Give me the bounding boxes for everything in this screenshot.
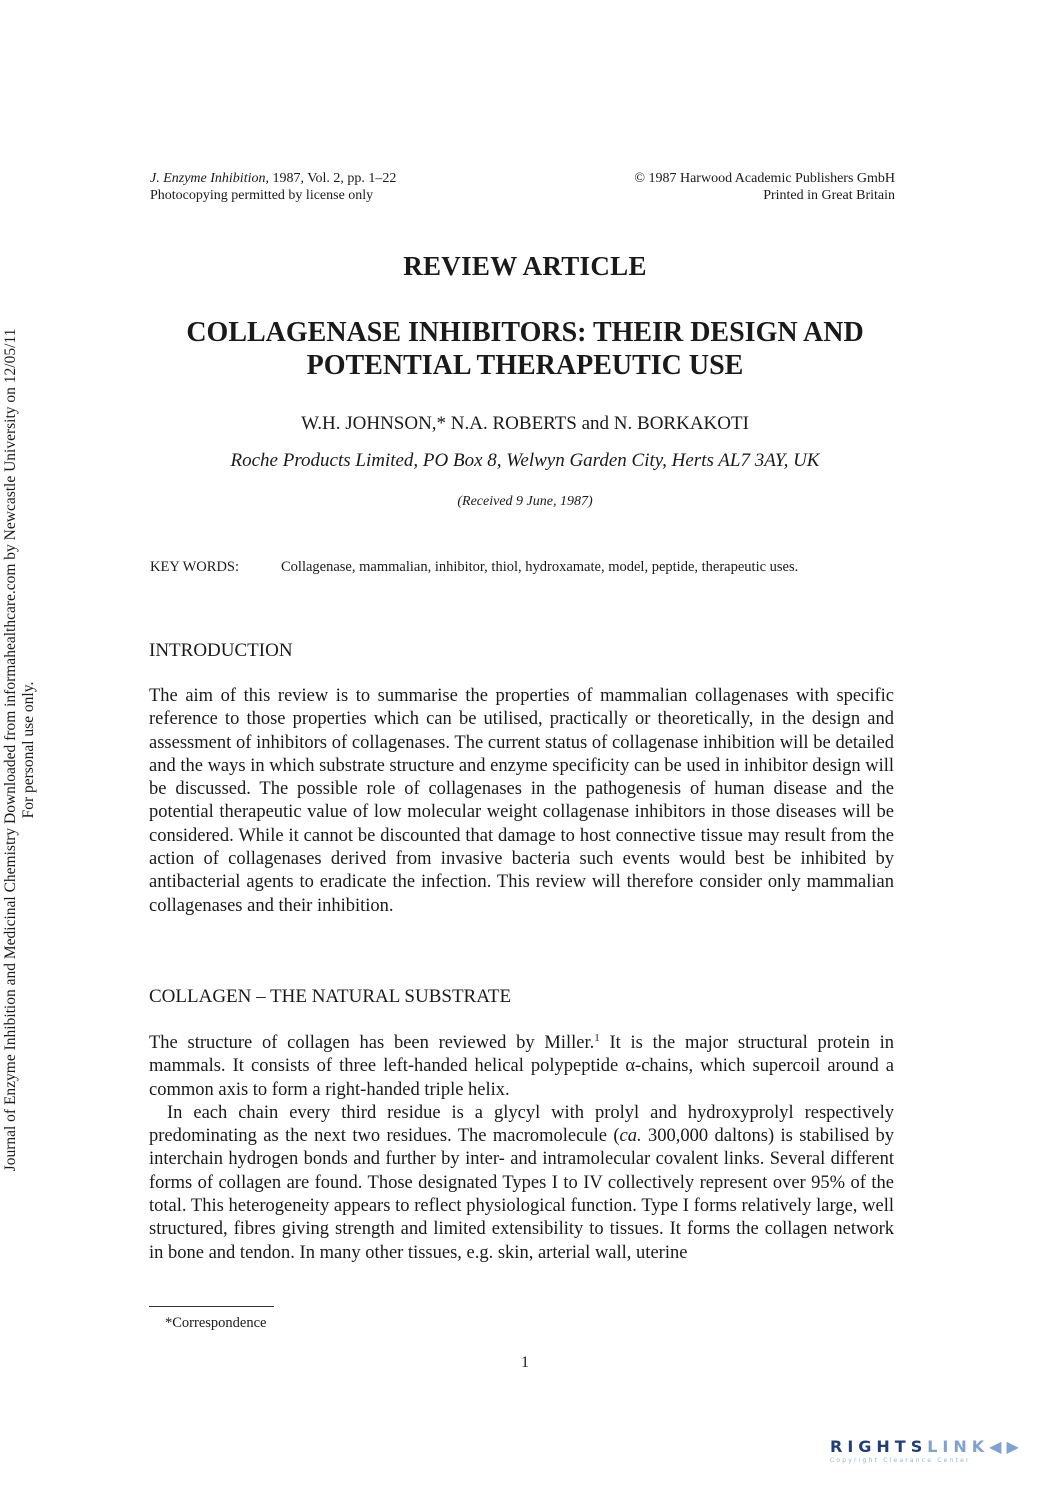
logo-mark-icon: ◀▶ <box>989 1437 1024 1456</box>
logo-tagline: Copyright Clearance Center <box>830 1457 971 1464</box>
article-title <box>120 316 930 382</box>
keywords-label: KEY WORDS: <box>150 559 240 575</box>
footnote: *Correspondence <box>165 1315 267 1331</box>
reference-marker: 1 <box>594 1031 600 1044</box>
license-note: Photocopying permitted by license only <box>150 188 374 203</box>
received-date: (Received 9 June, 1987) <box>457 494 593 509</box>
introduction-heading: INTRODUCTION <box>149 640 293 661</box>
title-line-1: COLLAGENASE INHIBITORS: THEIR DESIGN AND <box>186 317 864 348</box>
authors: W.H. JOHNSON,* N.A. ROBERTS and N. BORKAKOTI <box>301 413 749 434</box>
watermark-line-2: For personal use only. <box>20 681 37 819</box>
collagen-heading: COLLAGEN – THE NATURAL SUBSTRATE <box>149 986 512 1007</box>
affiliation: Roche Products Limited, PO Box 8, Welwyn Garden City, Herts AL7 3AY, UK <box>230 450 820 471</box>
journal-name: J. Enzyme Inhibition, <box>150 171 269 186</box>
keywords-text: Collagenase, mammalian, inhibitor, thiol, hydroxamate, model, peptide, therapeutic uses. <box>281 559 799 575</box>
logo-word-dark: RIGHTS <box>830 1437 928 1456</box>
page-number: 1 <box>521 1354 529 1371</box>
journal-header <box>150 170 396 204</box>
logo-word-light: LINK <box>927 1437 990 1456</box>
journal-citation: 1987, Vol. 2, pp. 1–22 <box>268 171 397 186</box>
title-line-2: POTENTIAL THERAPEUTIC USE <box>306 350 744 381</box>
copyright-line: © 1987 Harwood Academic Publishers GmbH <box>634 171 895 186</box>
collagen-paragraph-1: The structure of collagen has been reviewed by Miller.$^1$ It is the major structural protein in mammals. It consists of three left-handed helical polypeptide α-chains, which supercoil around a common axis to form a right-handed triple helix. <box>149 1031 895 1100</box>
introduction-paragraph: The aim of this review is to summarise the properties of mammalian collagenases with specific reference to those properties which can be utilised, practically or theoretically, in the design and assessment of inhibitors of collagenases. The current status of collagenase inhibition will be detailed and the ways in which substrate structure and enzyme specificity can be used in inhibitor design will be discussed. The possible role of collagenases in the pathogenesis of human disease and the potential therapeutic value of low molecular weight collagenase inhibitors in those diseases will be considered. While it cannot be discounted that damage to host connective tissue may result from the action of collagenases derived from invasive bacteria such events would best be inhibited by antibacterial agents to eradicate the infection. This review will therefore consider only mammalian collagenases and their inhibition. <box>149 686 894 916</box>
publisher-header <box>634 170 895 204</box>
article-type: REVIEW ARTICLE <box>403 251 647 281</box>
watermark-line-1: Journal of Enzyme Inhibition and Medicinal Chemistry Downloaded from informahealthcare.com by Newcastle University on 12/05/11 <box>2 328 19 1172</box>
rightslink-logo <box>830 1437 1030 1477</box>
footnote-rule <box>149 1306 274 1307</box>
collagen-body <box>149 1032 894 1265</box>
printed-line: Printed in Great Britain <box>763 188 895 203</box>
collagen-paragraph-2: In each chain every third residue is a glycyl with prolyl and hydroxyprolyl respectively predominating as the next two residues. The macromolecule (ca. 300,000 daltons) is stabilised by interchain hydrogen bonds and further by inter- and intramolecular covalent links. Several different forms of collagen are found. Those designated Types I to IV collectively represent over 95% of the total. This heterogeneity appears to reflect physiological function. Type I forms relatively large, well structured, fibres giving strength and limited extensibility to tissues. It forms the collagen network in bone and tendon. In many other tissues, e.g. skin, arterial wall, uterine <box>149 1102 894 1263</box>
